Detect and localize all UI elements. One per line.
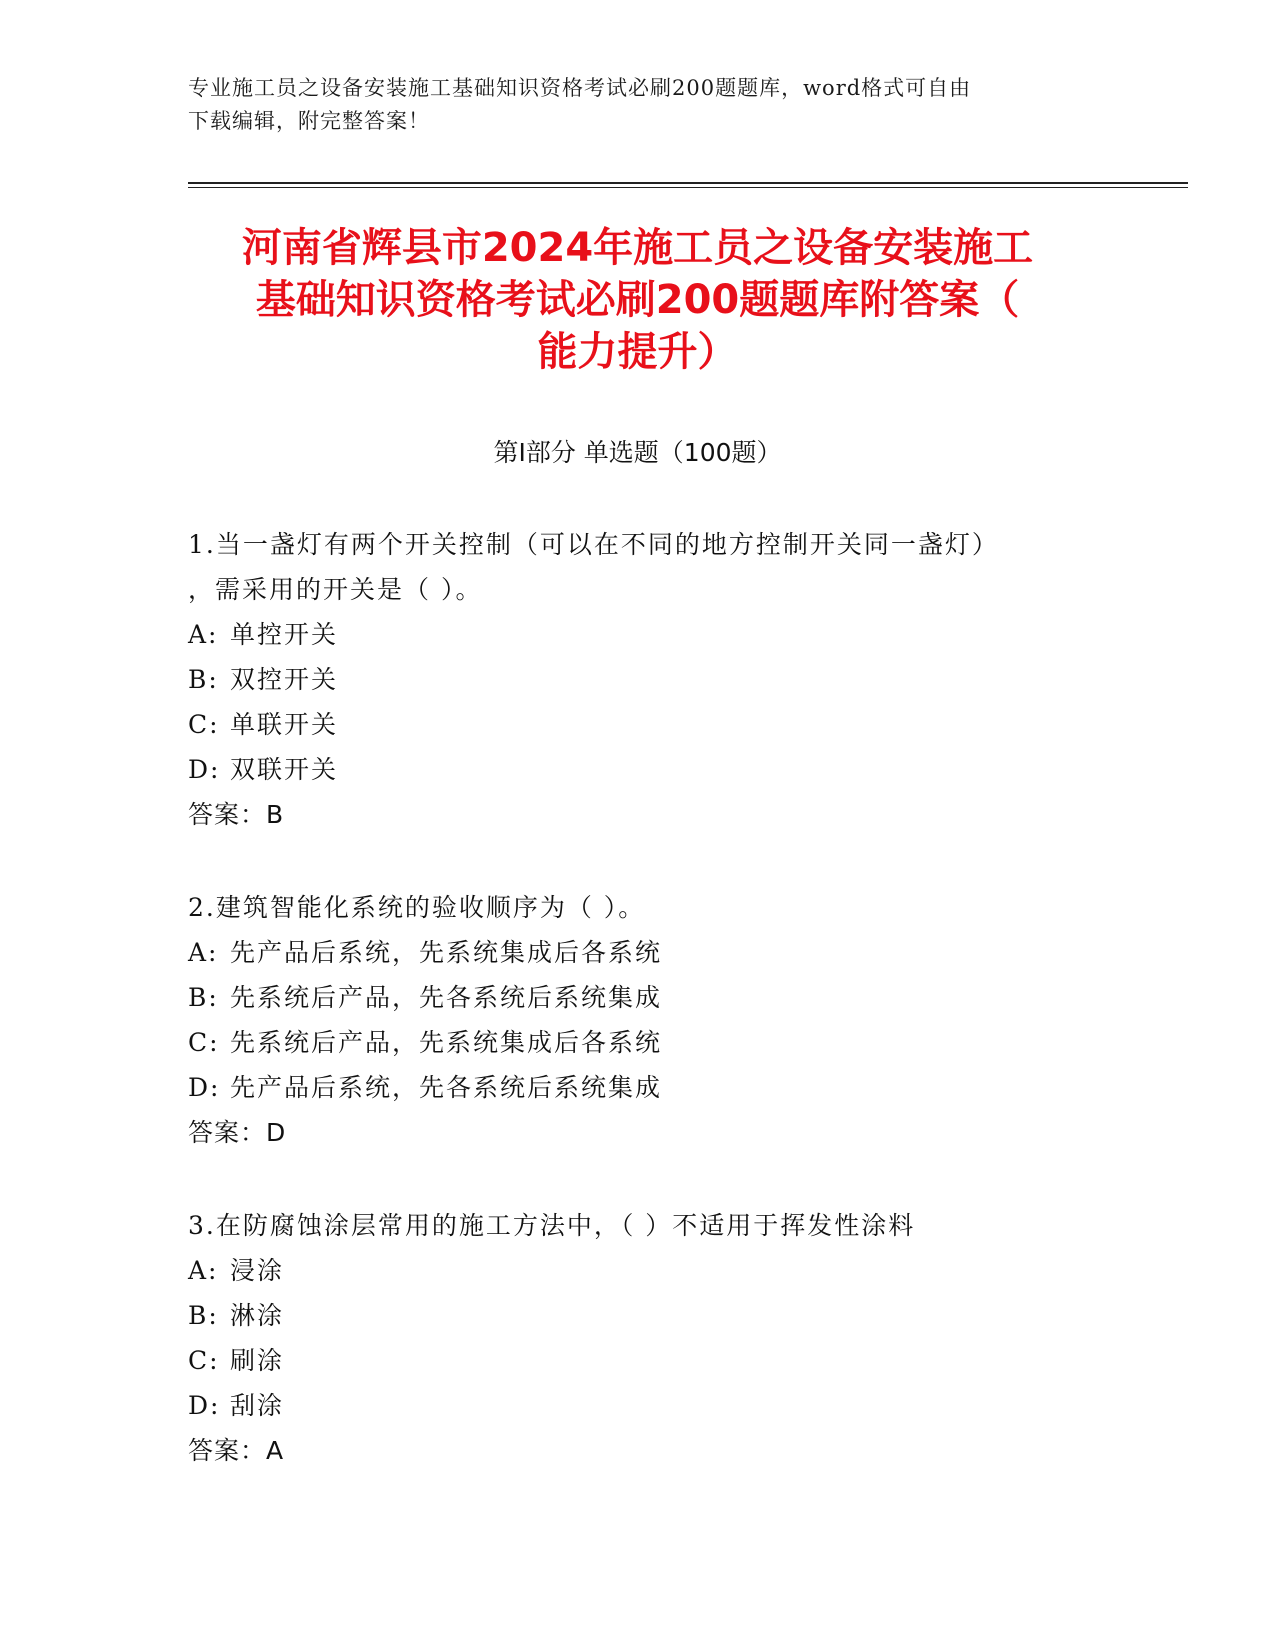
option-letter: B: <box>188 983 219 1012</box>
section-heading: 第Ⅰ部分 单选题（100题） <box>493 438 782 467</box>
option-text: 刷涂 <box>230 1346 285 1375</box>
question-stem: 1.当一盏灯有两个开关控制（可以在不同的地方控制开关同一盏灯） <box>188 530 999 559</box>
option-text: 双联开关 <box>230 755 339 784</box>
option-text: 先产品后系统，先各系统后系统集成 <box>230 1073 663 1102</box>
answer-line: 答案：A <box>188 1436 285 1465</box>
question-list <box>188 522 1058 1521</box>
header-divider-thin <box>188 187 1188 188</box>
option-text: 单控开关 <box>230 620 339 649</box>
option-c <box>188 702 1058 747</box>
option-letter: D: <box>188 755 221 784</box>
header-line-2: 下载编辑，附完整答案！ <box>188 109 430 133</box>
option-a <box>188 930 1058 975</box>
option-b <box>188 1293 1058 1338</box>
option-text: 淋涂 <box>230 1301 285 1330</box>
question-stem: 3.在防腐蚀涂层常用的施工方法中，（ ）不适用于挥发性涂料 <box>188 1211 916 1240</box>
option-d <box>188 747 1058 792</box>
option-letter: D: <box>188 1073 221 1102</box>
answer-line: 答案：B <box>188 800 285 829</box>
option-letter: A: <box>188 620 219 649</box>
option-letter: D: <box>188 1391 221 1420</box>
document-title <box>140 222 1135 378</box>
option-c <box>188 1338 1058 1383</box>
option-letter: C: <box>188 1346 220 1375</box>
document-header <box>188 72 1088 138</box>
title-line-3: 能力提升） <box>537 329 738 375</box>
option-letter: B: <box>188 1301 219 1330</box>
option-letter: A: <box>188 1256 219 1285</box>
option-d <box>188 1065 1058 1110</box>
option-text: 先系统后产品，先系统集成后各系统 <box>230 1028 663 1057</box>
option-b <box>188 975 1058 1020</box>
option-text: 先系统后产品，先各系统后系统集成 <box>230 983 663 1012</box>
title-line-2: 基础知识资格考试必刷200题题库附答案（ <box>255 277 1020 323</box>
question-1 <box>188 522 1058 837</box>
option-letter: A: <box>188 938 219 967</box>
question-2 <box>188 885 1058 1155</box>
option-a <box>188 1248 1058 1293</box>
option-letter: C: <box>188 1028 220 1057</box>
option-b <box>188 657 1058 702</box>
option-text: 先产品后系统，先系统集成后各系统 <box>230 938 663 967</box>
answer-line: 答案：D <box>188 1118 287 1147</box>
option-letter: C: <box>188 710 220 739</box>
option-a <box>188 612 1058 657</box>
question-stem: ，需采用的开关是（ ）。 <box>188 575 483 604</box>
header-divider-thick <box>188 182 1188 184</box>
option-d <box>188 1383 1058 1428</box>
option-letter: B: <box>188 665 219 694</box>
header-line-1: 专业施工员之设备安装施工基础知识资格考试必刷200题题库，word格式可自由 <box>188 76 972 100</box>
option-text: 双控开关 <box>230 665 339 694</box>
option-c <box>188 1020 1058 1065</box>
question-3 <box>188 1203 1058 1473</box>
option-text: 单联开关 <box>230 710 339 739</box>
option-text: 刮涂 <box>230 1391 285 1420</box>
question-stem: 2.建筑智能化系统的验收顺序为（ ）。 <box>188 893 646 922</box>
option-text: 浸涂 <box>230 1256 285 1285</box>
title-line-1: 河南省辉县市2024年施工员之设备安装施工 <box>241 225 1034 271</box>
